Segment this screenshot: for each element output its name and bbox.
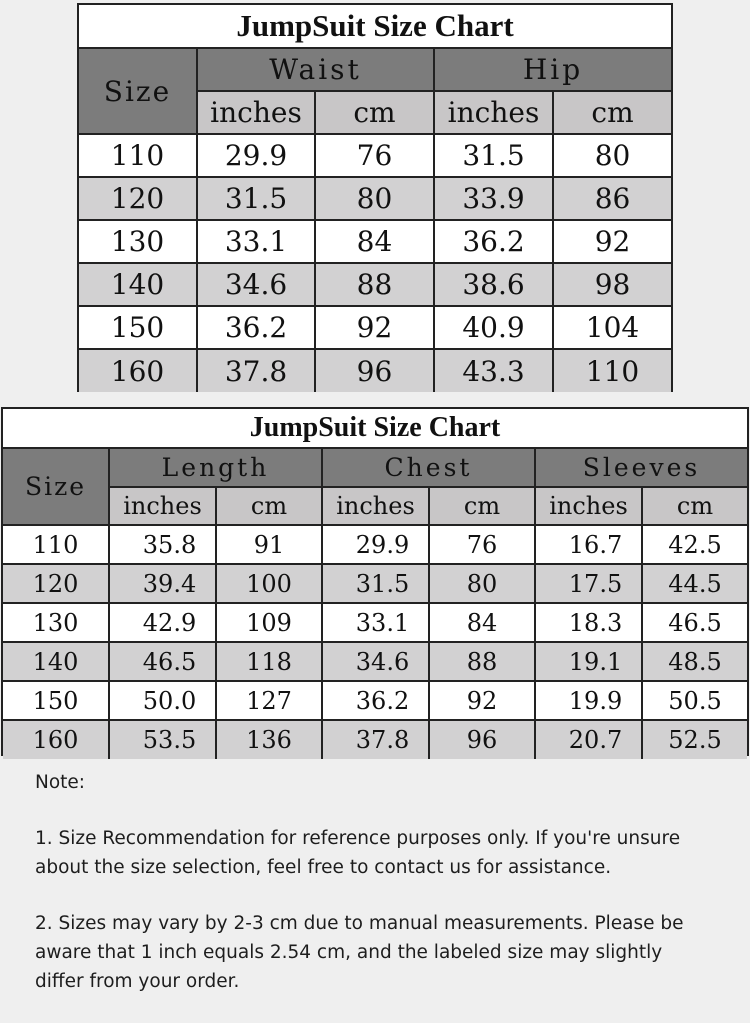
value-cell: 36.2 bbox=[197, 306, 315, 349]
table-row bbox=[79, 134, 671, 177]
size-cell: 130 bbox=[3, 603, 109, 642]
group-header-waist: Waist bbox=[197, 48, 434, 91]
value-cell: 92 bbox=[315, 306, 434, 349]
value-cell: 96 bbox=[315, 349, 434, 392]
value-cell: 36.2 bbox=[434, 220, 553, 263]
group-header-hip: Hip bbox=[434, 48, 671, 91]
value-cell: 52.5 bbox=[642, 720, 747, 759]
value-cell: 80 bbox=[315, 177, 434, 220]
table-row bbox=[3, 642, 747, 681]
value-cell: 31.5 bbox=[197, 177, 315, 220]
value-cell: 92 bbox=[429, 681, 535, 720]
value-cell: 136 bbox=[216, 720, 322, 759]
value-cell: 31.5 bbox=[322, 564, 429, 603]
value-cell: 86 bbox=[553, 177, 671, 220]
group-header-sleeves: Sleeves bbox=[535, 448, 747, 487]
size-cell: 160 bbox=[79, 349, 197, 392]
value-cell: 35.8 bbox=[109, 525, 216, 564]
size-cell: 120 bbox=[3, 564, 109, 603]
value-cell: 50.0 bbox=[109, 681, 216, 720]
value-cell: 84 bbox=[429, 603, 535, 642]
value-cell: 76 bbox=[315, 134, 434, 177]
unit-header: inches bbox=[434, 91, 553, 134]
group-header-length: Length bbox=[109, 448, 322, 487]
value-cell: 20.7 bbox=[535, 720, 642, 759]
table-row bbox=[79, 306, 671, 349]
size-cell: 110 bbox=[79, 134, 197, 177]
table-row bbox=[79, 220, 671, 263]
value-cell: 110 bbox=[553, 349, 671, 392]
value-cell: 53.5 bbox=[109, 720, 216, 759]
value-cell: 91 bbox=[216, 525, 322, 564]
value-cell: 33.1 bbox=[322, 603, 429, 642]
unit-header: inches bbox=[109, 487, 216, 525]
size-cell: 140 bbox=[3, 642, 109, 681]
size-chart-waist-hip bbox=[77, 3, 673, 392]
chart-title: JumpSuit Size Chart bbox=[3, 409, 747, 448]
notes-section bbox=[35, 768, 715, 1023]
value-cell: 104 bbox=[553, 306, 671, 349]
value-cell: 109 bbox=[216, 603, 322, 642]
size-column-header: Size bbox=[3, 448, 109, 525]
size-cell: 130 bbox=[79, 220, 197, 263]
value-cell: 84 bbox=[315, 220, 434, 263]
size-table-length-chest-sleeves bbox=[3, 409, 747, 759]
value-cell: 50.5 bbox=[642, 681, 747, 720]
chart-title: JumpSuit Size Chart bbox=[79, 5, 671, 48]
value-cell: 19.9 bbox=[535, 681, 642, 720]
table-row bbox=[79, 177, 671, 220]
value-cell: 96 bbox=[429, 720, 535, 759]
unit-header: cm bbox=[553, 91, 671, 134]
value-cell: 34.6 bbox=[322, 642, 429, 681]
value-cell: 17.5 bbox=[535, 564, 642, 603]
value-cell: 37.8 bbox=[197, 349, 315, 392]
unit-header: inches bbox=[197, 91, 315, 134]
value-cell: 29.9 bbox=[197, 134, 315, 177]
value-cell: 39.4 bbox=[109, 564, 216, 603]
unit-header: inches bbox=[322, 487, 429, 525]
unit-header: cm bbox=[315, 91, 434, 134]
table-row bbox=[3, 525, 747, 564]
size-cell: 110 bbox=[3, 525, 109, 564]
size-cell: 150 bbox=[3, 681, 109, 720]
unit-header: cm bbox=[642, 487, 747, 525]
value-cell: 40.9 bbox=[434, 306, 553, 349]
group-header-chest: Chest bbox=[322, 448, 535, 487]
value-cell: 18.3 bbox=[535, 603, 642, 642]
size-cell: 160 bbox=[3, 720, 109, 759]
value-cell: 127 bbox=[216, 681, 322, 720]
value-cell: 43.3 bbox=[434, 349, 553, 392]
value-cell: 37.8 bbox=[322, 720, 429, 759]
table-row bbox=[3, 681, 747, 720]
value-cell: 31.5 bbox=[434, 134, 553, 177]
value-cell: 46.5 bbox=[109, 642, 216, 681]
value-cell: 48.5 bbox=[642, 642, 747, 681]
value-cell: 36.2 bbox=[322, 681, 429, 720]
table-row bbox=[3, 720, 747, 759]
value-cell: 19.1 bbox=[535, 642, 642, 681]
table-row bbox=[3, 603, 747, 642]
value-cell: 44.5 bbox=[642, 564, 747, 603]
value-cell: 88 bbox=[429, 642, 535, 681]
size-cell: 120 bbox=[79, 177, 197, 220]
size-table-waist-hip bbox=[79, 5, 671, 392]
value-cell: 29.9 bbox=[322, 525, 429, 564]
value-cell: 92 bbox=[553, 220, 671, 263]
size-cell: 140 bbox=[79, 263, 197, 306]
table-row bbox=[3, 564, 747, 603]
value-cell: 80 bbox=[553, 134, 671, 177]
value-cell: 42.9 bbox=[109, 603, 216, 642]
value-cell: 76 bbox=[429, 525, 535, 564]
value-cell: 33.1 bbox=[197, 220, 315, 263]
value-cell: 34.6 bbox=[197, 263, 315, 306]
value-cell: 88 bbox=[315, 263, 434, 306]
unit-header: cm bbox=[429, 487, 535, 525]
size-cell: 150 bbox=[79, 306, 197, 349]
unit-header: cm bbox=[216, 487, 322, 525]
size-chart-length-chest-sleeves bbox=[1, 407, 749, 756]
size-column-header: Size bbox=[79, 48, 197, 134]
unit-header: inches bbox=[535, 487, 642, 525]
note-item: 1. Size Recommendation for reference purposes only. If you're unsure about the size selection, feel free to contact us for assistance. bbox=[35, 828, 681, 878]
table-row bbox=[79, 349, 671, 392]
value-cell: 80 bbox=[429, 564, 535, 603]
value-cell: 46.5 bbox=[642, 603, 747, 642]
value-cell: 98 bbox=[553, 263, 671, 306]
notes-heading: Note: bbox=[35, 772, 86, 793]
value-cell: 100 bbox=[216, 564, 322, 603]
note-item: 2. Sizes may vary by 2-3 cm due to manual measurements. Please be aware that 1 inch equals 2.54 cm, and the labeled size may slightly differ from your order. bbox=[35, 913, 684, 992]
value-cell: 16.7 bbox=[535, 525, 642, 564]
value-cell: 33.9 bbox=[434, 177, 553, 220]
value-cell: 38.6 bbox=[434, 263, 553, 306]
value-cell: 42.5 bbox=[642, 525, 747, 564]
table-row bbox=[79, 263, 671, 306]
value-cell: 118 bbox=[216, 642, 322, 681]
